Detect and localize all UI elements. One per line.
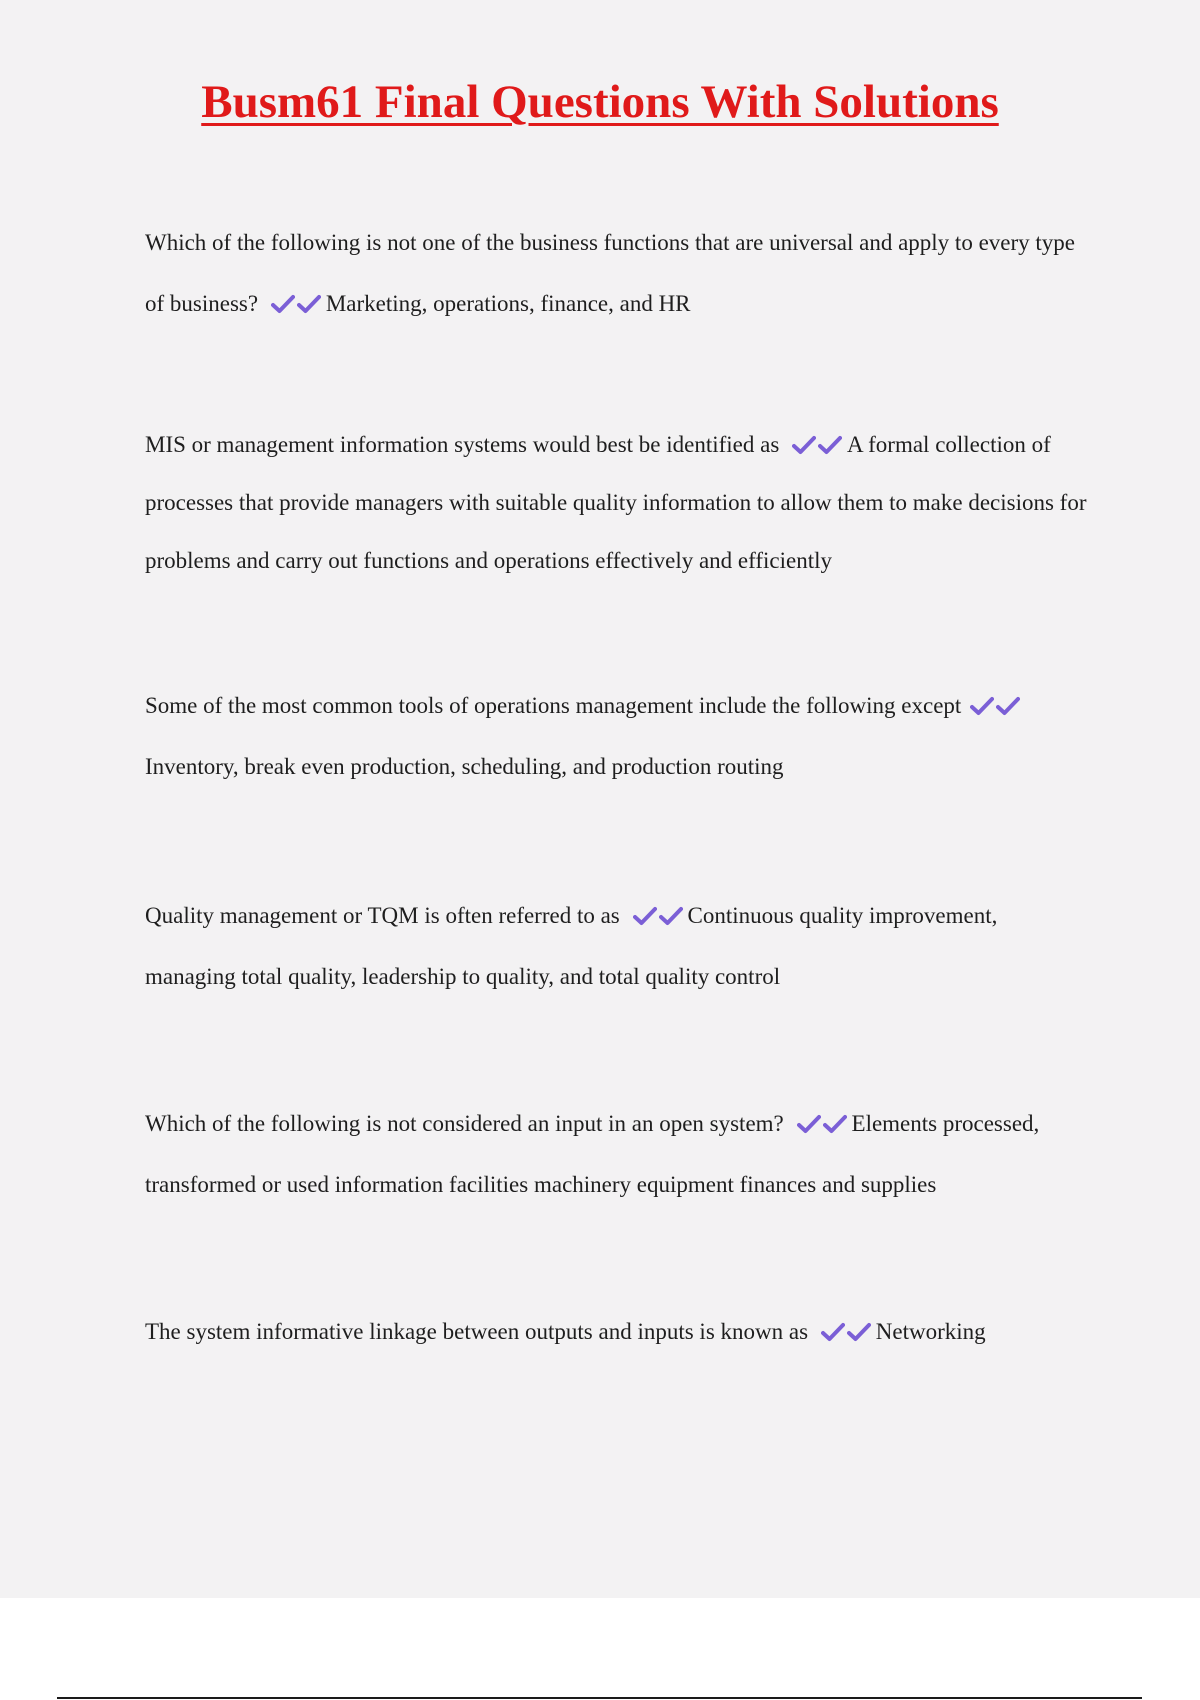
qa-item <box>145 885 1090 1007</box>
question-text: Which of the following is not considered an input in an open system? <box>145 1111 784 1136</box>
question-text: Some of the most common tools of operations management include the following except <box>145 693 962 718</box>
answer-text: Networking <box>875 1319 986 1344</box>
qa-item <box>145 212 1090 334</box>
check-icon <box>847 1321 871 1343</box>
question-text: The system informative linkage between outputs and inputs is known as <box>145 1319 809 1344</box>
check-icon <box>797 1113 821 1135</box>
qa-item <box>145 416 1090 590</box>
check-icon <box>818 434 842 456</box>
check-icon <box>297 293 321 315</box>
answer-marker <box>632 885 684 946</box>
check-icon <box>792 434 816 456</box>
answer-text: Marketing, operations, finance, and HR <box>325 291 691 316</box>
page-footer-area <box>0 1598 1200 1700</box>
answer-text: A formal collection of processes that provide managers with suitable quality information to allow them to make decisions for problems and carry out functions and operations effectively and efficiently <box>145 432 1087 573</box>
document-title: Busm61 Final Questions With Solutions <box>201 76 999 128</box>
answer-text: Elements processed, transformed or used information facilities machinery equipment finances and supplies <box>145 1111 1040 1197</box>
answer-marker <box>270 273 322 334</box>
qa-item <box>145 675 1090 797</box>
question-text: Which of the following is not one of the business functions that are universal and apply to every type of business? <box>145 230 1075 316</box>
answer-marker <box>969 675 1021 736</box>
check-icon <box>970 695 994 717</box>
check-icon <box>633 905 657 927</box>
check-icon <box>996 695 1020 717</box>
check-icon <box>823 1113 847 1135</box>
check-icon <box>821 1321 845 1343</box>
answer-text: Continuous quality improvement, managing total quality, leadership to quality, and total quality control <box>145 903 998 989</box>
qa-item <box>145 1093 1090 1215</box>
footer-divider <box>57 1697 1142 1699</box>
answer-text: Inventory, break even production, scheduling, and production routing <box>145 754 784 779</box>
answer-marker <box>791 416 843 474</box>
qa-item <box>145 1301 1090 1362</box>
question-text: Quality management or TQM is often referred to as <box>145 903 620 928</box>
question-text: MIS or management information systems would best be identified as <box>145 432 780 457</box>
answer-marker <box>796 1093 848 1154</box>
check-icon <box>659 905 683 927</box>
check-icon <box>271 293 295 315</box>
answer-marker <box>820 1301 872 1362</box>
